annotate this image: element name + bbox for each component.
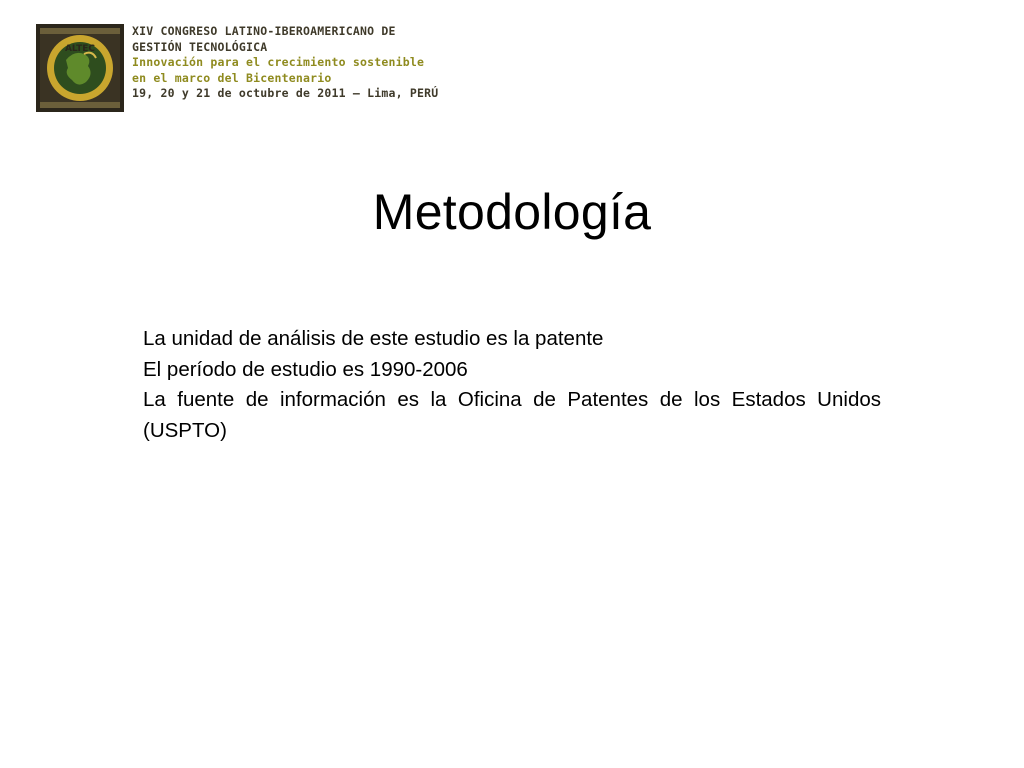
- conference-banner: [36, 24, 439, 114]
- slide-title: Metodología: [372, 184, 652, 240]
- logo-label: ALTEC: [64, 44, 96, 54]
- slide-body: [143, 324, 881, 446]
- banner-line-2: GESTIÓN TECNOLÓGICA: [132, 39, 268, 54]
- body-point-1: La unidad de análisis de este estudio es la patente: [143, 327, 604, 350]
- banner-text: [132, 24, 442, 102]
- body-point-2: El período de estudio es 1990-2006: [143, 357, 468, 381]
- banner-line-4: en el marco del Bicentenario: [132, 70, 332, 85]
- banner-line-1: XIV CONGRESO LATINO-IBEROAMERICANO DE: [132, 24, 396, 38]
- banner-line-3: Innovación para el crecimiento sostenible: [132, 55, 425, 69]
- body-point-3: La fuente de información es la Oficina de Patentes de los Estados Unidos (USPTO): [143, 388, 881, 442]
- altec-logo-icon: [36, 24, 124, 112]
- banner-line-5: 19, 20 y 21 de octubre de 2011 – Lima, PERÚ: [132, 86, 439, 100]
